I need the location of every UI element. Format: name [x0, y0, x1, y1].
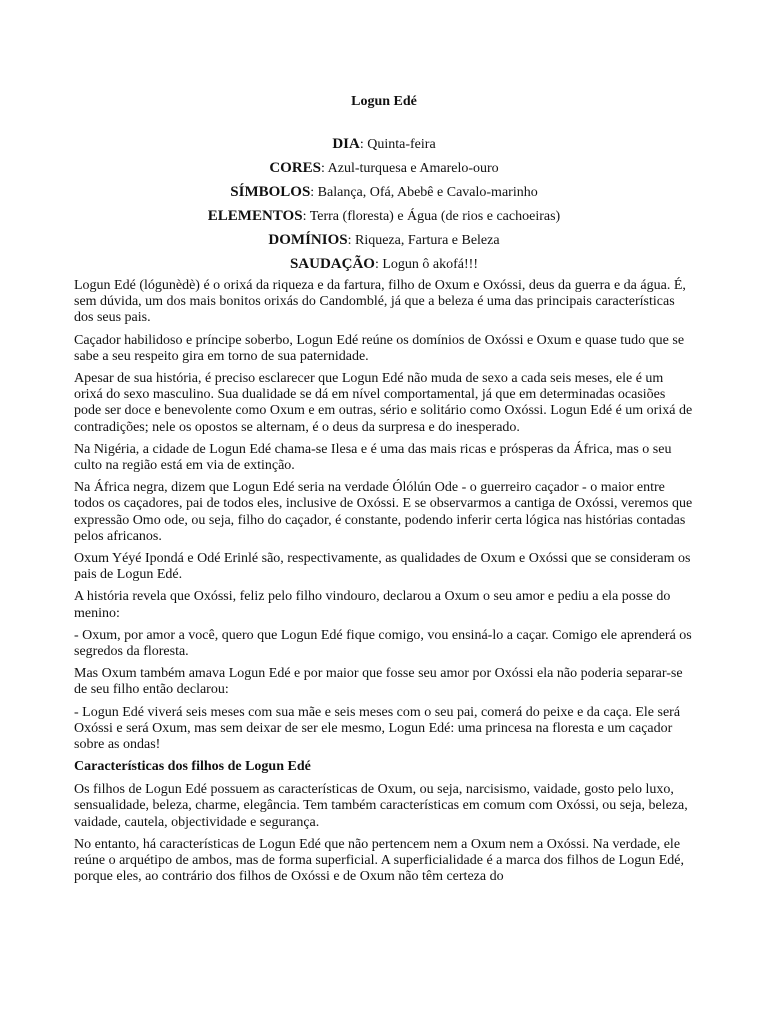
attribute-list [74, 132, 694, 276]
document-page [74, 93, 694, 892]
section-paragraph: No entanto, há características de Logun Edé que não pertencem nem a Oxum nem a Oxóssi. Na verdade, ele reúne o arquétipo de ambos, mas de forma superficial. A superficialidade é a marca dos filhos de Logun Edé, porque eles, ao contrário dos filhos de Oxóssi e de Oxum não têm certeza do [74, 836, 684, 885]
paragraph: Oxum Yéyé Ipondá e Odé Erinlé são, respectivamente, as qualidades de Oxum e Oxóssi que se consideram os pais de Logun Edé. [74, 551, 691, 583]
paragraph: Logun Edé (lógunèdè) é o orixá da riqueza e da fartura, filho de Oxum e Oxóssi, deus da guerra e da água. É, sem dúvida, um dos mais bonitos orixás do Candomblé, já que a beleza é uma das principais características dos seus pais. [74, 278, 686, 326]
document-title: Logun Edé [351, 94, 417, 109]
section-paragraph: Os filhos de Logun Edé possuem as características de Oxum, ou seja, narcisismo, vaidade, gosto pelo luxo, sensualidade, beleza, charme, elegância. Tem também características em comum com Oxóssi, ou seja, beleza, vaidade, cautela, objectividade e segurança. [74, 782, 688, 830]
attribute-dominios [74, 228, 694, 252]
attribute-label: ELEMENTOS [207, 208, 303, 224]
attribute-label: DIA [332, 136, 360, 152]
attribute-cores [74, 156, 694, 180]
paragraph: A história revela que Oxóssi, feliz pelo filho vindouro, declarou a Oxum o seu amor e pediu a ela posse do menino: [74, 589, 671, 621]
paragraph: Mas Oxum também amava Logun Edé e por maior que fosse seu amor por Oxóssi ela não poderia separar-se de seu filho então declarou: [74, 666, 683, 698]
paragraph: Na África negra, dizem que Logun Edé seria na verdade Ólólún Ode - o guerreiro caçador - o maior entre todos os caçadores, pai de todos eles, inclusive de Oxóssi. E se observarmos a cantiga de Oxóssi, veremos que expressão Omo ode, ou seja, filho do caçador, é constante, podendo inferir certa lógica nas histórias contadas pelos africanos. [74, 480, 693, 544]
attribute-value: : Logun ô akofá!!! [374, 257, 479, 272]
attribute-label: CORES [269, 160, 321, 176]
body-text [74, 278, 694, 886]
attribute-dia [74, 132, 694, 156]
paragraph: Caçador habilidoso e príncipe soberbo, Logun Edé reúne os domínios de Oxóssi e Oxum e quase tudo que se sabe a seu respeito gira em torno de sua paternidade. [74, 332, 685, 364]
attribute-value: : Riqueza, Fartura e Beleza [347, 233, 500, 248]
section-heading: Características dos filhos de Logun Edé [74, 759, 311, 775]
attribute-label: SAUDAÇÃO [289, 256, 375, 272]
attribute-label: DOMÍNIOS [268, 232, 348, 248]
attribute-simbolos [74, 180, 694, 204]
attribute-saudacao [74, 252, 694, 276]
attribute-value: : Terra (floresta) e Água (de rios e cachoeiras) [302, 209, 561, 224]
paragraph: - Oxum, por amor a você, quero que Logun Edé fique comigo, vou ensiná-lo a caçar. Comigo ele aprenderá os segredos da floresta. [74, 627, 692, 660]
attribute-value: : Quinta-feira [359, 137, 436, 152]
paragraph: Apesar de sua história, é preciso esclarecer que Logun Edé não muda de sexo a cada seis meses, ele é um orixá do sexo masculino. Sua dualidade se dá em nível comportamental, já que em determinadas ocasiões pode ser doce e benevolente como Oxum e em outras, sério e solitário como Oxóssi. Logun Edé é um orixá de contradições; nele os opostos se alternam, é o deus da surpresa e do inesperado. [74, 371, 693, 435]
attribute-label: SÍMBOLOS [230, 184, 311, 200]
paragraph: - Logun Edé viverá seis meses com sua mãe e seis meses com o seu pai, comerá do peixe e da caça. Ele será Oxóssi e será Oxum, mas sem deixar de ser ele mesmo, Logun Edé: uma princesa na floresta e um caçador sobre as ondas! [74, 704, 681, 753]
paragraph: Na Nigéria, a cidade de Logun Edé chama-se Ilesa e é uma das mais ricas e prósperas da África, mas o seu culto na região está em via de extinção. [74, 441, 672, 474]
attribute-elementos [74, 204, 694, 228]
attribute-value: : Balança, Ofá, Abebê e Cavalo-marinho [310, 185, 538, 200]
attribute-value: : Azul-turquesa e Amarelo-ouro [321, 161, 499, 176]
